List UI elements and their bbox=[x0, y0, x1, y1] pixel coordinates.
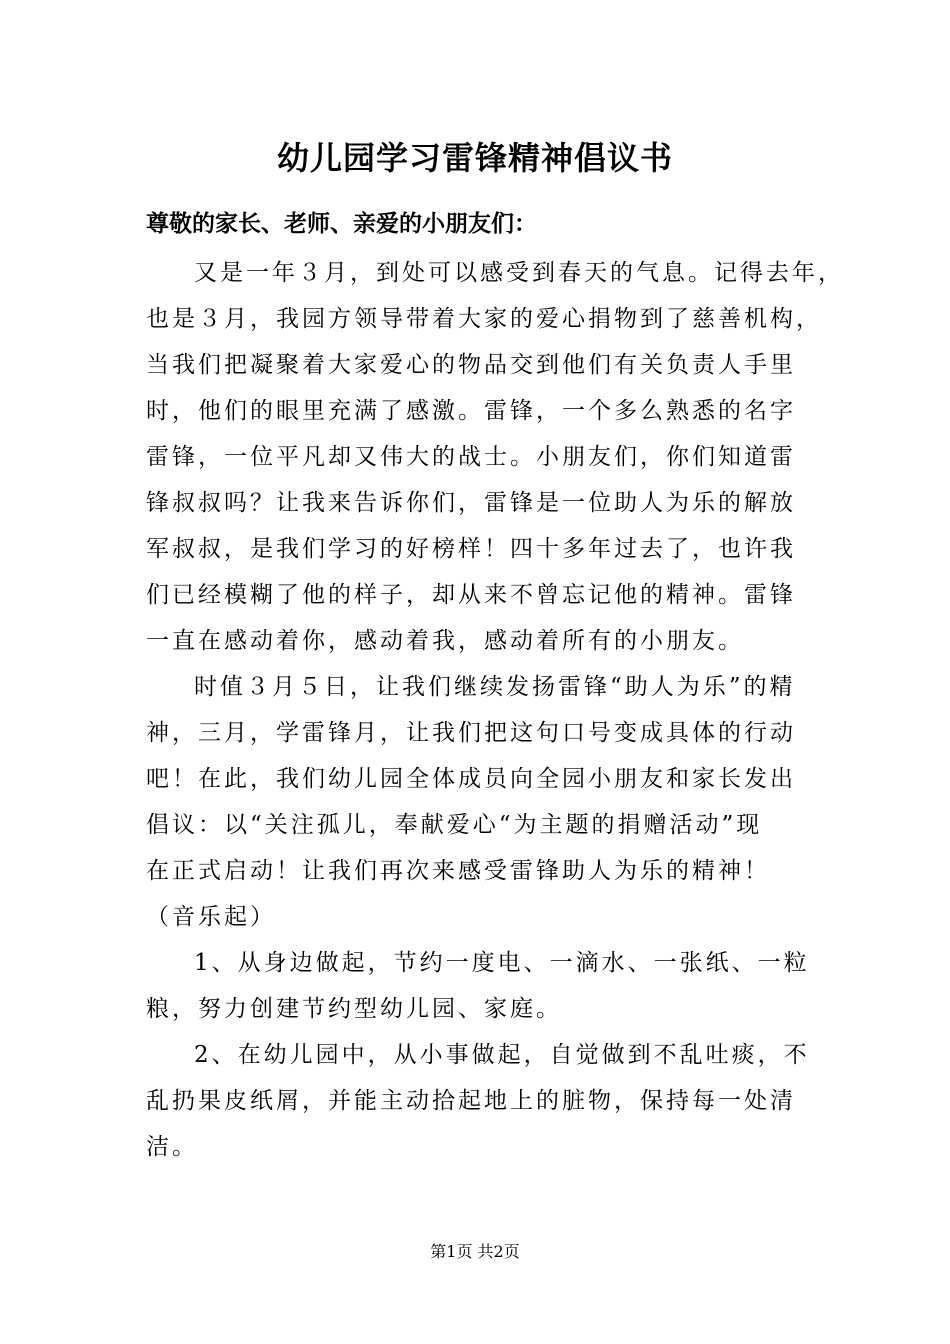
paragraph-line: 在正式启动！让我们再次来感受雷锋助人为乐的精神！ bbox=[146, 858, 770, 884]
salutation: 尊敬的家长、老师、亲爱的小朋友们： bbox=[146, 210, 537, 237]
paragraph-line: 时值３月５日，让我们继续发扬雷锋“助人为乐”的精 bbox=[194, 674, 796, 700]
paragraph-line: 锋叔叔吗？让我来告诉你们，雷锋是一位助人为乐的解放 bbox=[146, 490, 796, 516]
paragraph-line: （音乐起） bbox=[146, 904, 276, 930]
list-item-line: 1、从身边做起，节约一度电、一滴水、一张纸、一粒 bbox=[194, 950, 810, 976]
paragraph-line: 倡议：以“关注孤儿，奉献爱心“为主题的捐赠活动”现 bbox=[146, 812, 763, 838]
paragraph-line: 们已经模糊了他的样子，却从来不曾忘记他的精神。雷锋 bbox=[146, 582, 796, 608]
paragraph-line: 军叔叔，是我们学习的好榜样！四十多年过去了，也许我 bbox=[146, 536, 796, 562]
paragraph-line: 也是３月，我园方领导带着大家的爱心捐物到了慈善机构， bbox=[146, 306, 822, 332]
paragraph-line: 神，三月，学雷锋月，让我们把这句口号变成具体的行动 bbox=[146, 720, 796, 746]
document-title: 幼儿园学习雷锋精神倡议书 bbox=[276, 139, 673, 177]
paragraph-line: 又是一年３月，到处可以感受到春天的气息。记得去年， bbox=[194, 260, 844, 286]
list-item-line: 乱扔果皮纸屑，并能主动拾起地上的脏物，保持每一处清 bbox=[146, 1088, 796, 1114]
list-item-line: 2、在幼儿园中，从小事做起，自觉做到不乱吐痰，不 bbox=[194, 1042, 810, 1068]
list-item-line: 洁。 bbox=[146, 1134, 198, 1160]
paragraph-line: 当我们把凝聚着大家爱心的物品交到他们有关负责人手里 bbox=[146, 352, 796, 378]
page-number-footer: 第1页 共2页 bbox=[430, 1242, 520, 1261]
paragraph-line: 时，他们的眼里充满了感激。雷锋，一个多么熟悉的名字 bbox=[146, 398, 796, 424]
paragraph-line: 一直在感动着你，感动着我，感动着所有的小朋友。 bbox=[146, 628, 744, 654]
document-body bbox=[146, 250, 844, 1170]
paragraph-line: 吧！在此，我们幼儿园全体成员向全园小朋友和家长发出 bbox=[146, 766, 796, 792]
list-item-line: 粮，努力创建节约型幼儿园、家庭。 bbox=[146, 996, 562, 1022]
paragraph-line: 雷锋，一位平凡却又伟大的战士。小朋友们，你们知道雷 bbox=[146, 444, 796, 470]
